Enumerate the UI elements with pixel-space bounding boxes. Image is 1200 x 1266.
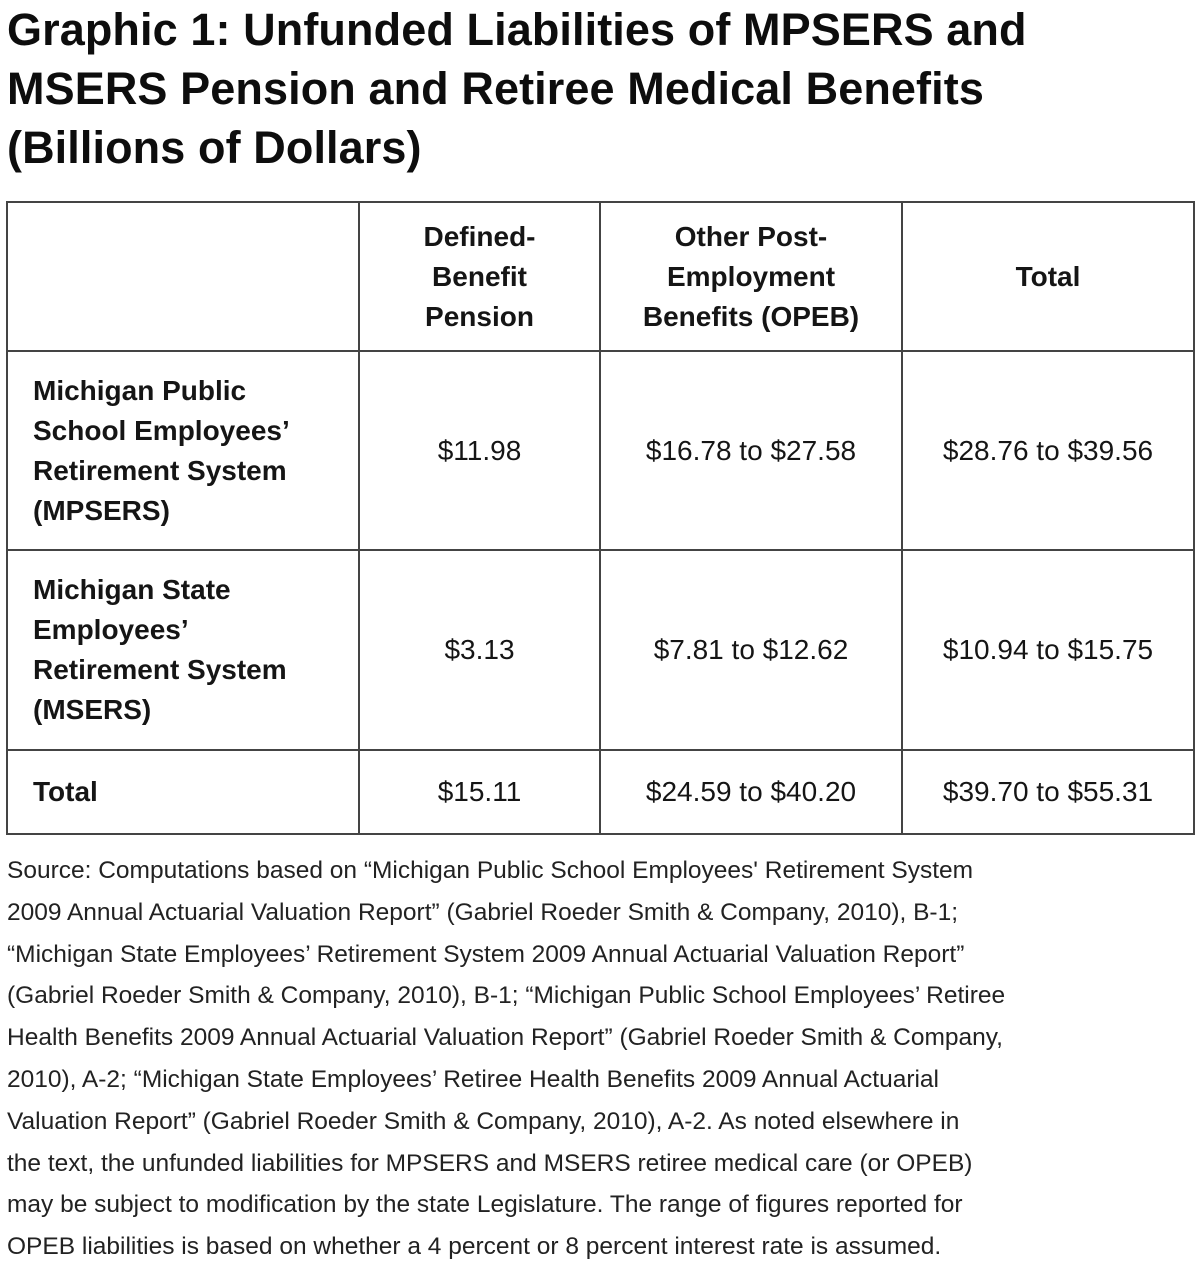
cell-total-total: $39.70 to $55.31 [902, 750, 1194, 834]
source-line: 2009 Annual Actuarial Valuation Report” (Gabriel Roeder Smith & Company, 2010), B-1; [7, 898, 959, 926]
cell-total-opeb: $24.59 to $40.20 [600, 750, 902, 834]
source-line: “Michigan State Employees’ Retirement System 2009 Annual Actuarial Valuation Report” [7, 940, 965, 968]
header-line: Benefit [432, 260, 527, 292]
header-line: Pension [425, 300, 534, 332]
header-total [902, 202, 1194, 351]
table-row-mpsers [7, 351, 1194, 550]
row-label-line: Michigan Public [33, 374, 247, 406]
cell-mpsers-total: $28.76 to $39.56 [902, 351, 1194, 550]
header-line: Employment [666, 260, 836, 292]
row-label-line: Retirement System [33, 654, 287, 685]
row-label-line: Total [33, 776, 98, 807]
title-line-2: MSERS Pension and Retiree Medical Benefits [7, 63, 984, 114]
source-line: (Gabriel Roeder Smith & Company, 2010), B-1; “Michigan Public School Employees’ Retiree [7, 982, 1006, 1010]
source-line: Health Benefits 2009 Annual Actuarial Valuation Report” (Gabriel Roeder Smith & Company, [7, 1024, 1003, 1052]
header-line: Benefits (OPEB) [642, 300, 860, 332]
unfunded-liabilities-table [6, 201, 1195, 835]
header-line: Defined- [423, 220, 536, 252]
cell-mpsers-pension: $11.98 [359, 351, 600, 550]
row-label-line: (MPSERS) [33, 494, 170, 526]
cell-msers-pension: $3.13 [359, 550, 600, 750]
row-label-line: Retirement System [33, 454, 287, 486]
table-row-total [7, 750, 1194, 834]
source-line: Source: Computations based on “Michigan Public School Employees' Retirement System [7, 857, 974, 884]
row-label-line: Michigan State [33, 574, 231, 605]
header-line: Other Post- [674, 220, 828, 252]
header-opeb [600, 202, 902, 351]
row-label-total [7, 750, 359, 834]
source-line: Valuation Report” (Gabriel Roeder Smith & Company, 2010), A-2. As noted elsewhere in [7, 1107, 960, 1135]
source-note [7, 850, 1197, 1266]
source-line: OPEB liabilities is based on whether a 4 percent or 8 percent interest rate is assumed. [7, 1233, 942, 1261]
cell-msers-total: $10.94 to $15.75 [902, 550, 1194, 750]
source-line: the text, the unfunded liabilities for MPSERS and MSERS retiree medical care (or OPEB) [7, 1149, 973, 1177]
table-row-msers [7, 550, 1194, 750]
table-header-row [7, 202, 1194, 351]
header-defined-benefit-pension [359, 202, 600, 351]
row-label-msers [7, 550, 359, 750]
page-title [7, 0, 1197, 177]
row-label-mpsers [7, 351, 359, 550]
cell-mpsers-opeb: $16.78 to $27.58 [600, 351, 902, 550]
source-line: 2010), A-2; “Michigan State Employees’ Retiree Health Benefits 2009 Annual Actuarial [7, 1065, 939, 1093]
source-line: may be subject to modification by the state Legislature. The range of figures reported for [7, 1191, 963, 1219]
cell-total-pension: $15.11 [359, 750, 600, 834]
header-cell-empty [7, 202, 359, 351]
row-label-line: (MSERS) [33, 694, 152, 725]
title-line-3: (Billions of Dollars) [7, 122, 422, 173]
cell-msers-opeb: $7.81 to $12.62 [600, 550, 902, 750]
row-label-line: School Employees’ [33, 414, 290, 446]
row-label-line: Employees’ [33, 614, 189, 645]
title-line-1: Graphic 1: Unfunded Liabilities of MPSERS and [7, 4, 1027, 55]
header-line: Total [1015, 260, 1081, 292]
